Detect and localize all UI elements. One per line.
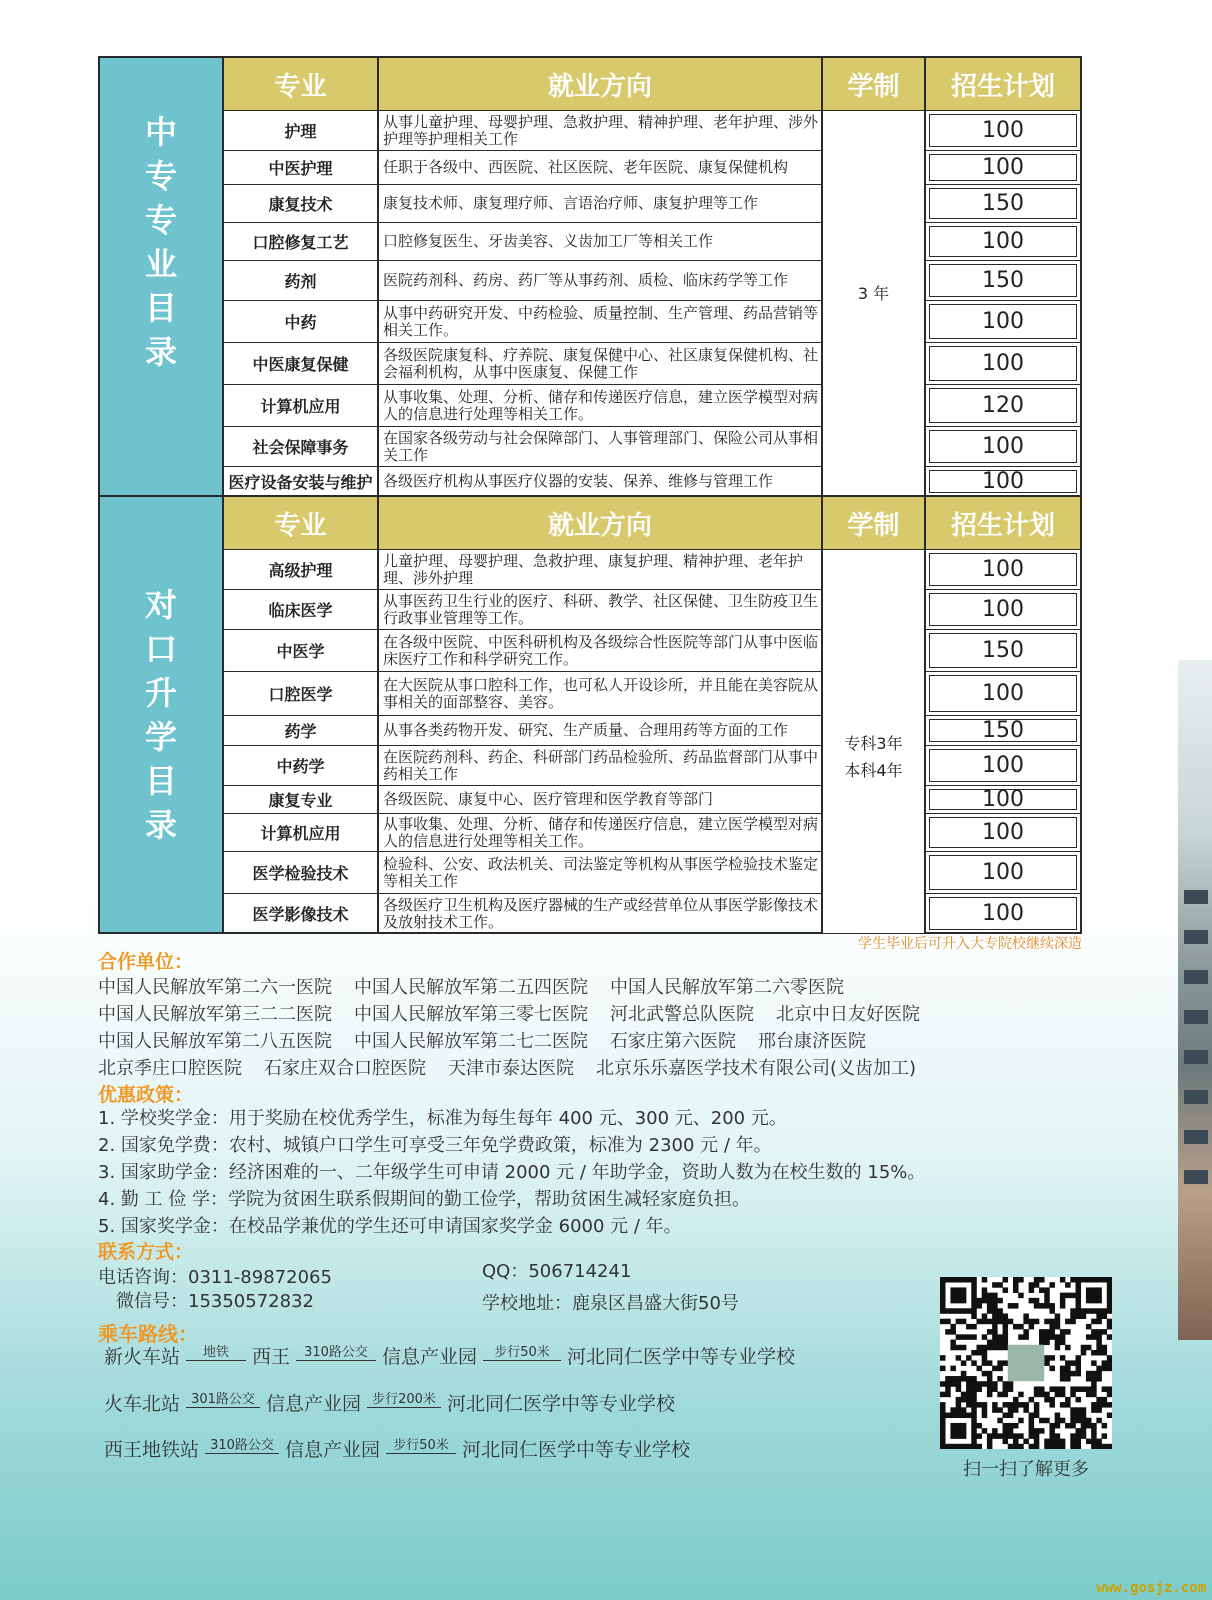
table-header [224, 497, 1080, 549]
policy-item: 3. 国家助学金：经济困难的一、二年级学生可申请 2000 元 / 年助学金，资助人数为在校生数的 15%。 [98, 1162, 926, 1183]
route-arrow [186, 1393, 260, 1409]
enrollment-count: 100 [929, 154, 1077, 181]
policy-item: 2. 国家免学费：农村、城镇户口学生可享受三年免学费政策，标准为 2300 元 / 年。 [98, 1135, 772, 1156]
career-direction: 口腔修复医生、牙齿美容、义齿加工厂等相关工作 [379, 223, 823, 260]
table-row [224, 629, 1080, 671]
enrollment-cell [926, 852, 1080, 893]
career-direction: 从事医药卫生行业的医疗、科研、教学、社区保健、卫生防疫卫生行政事业管理等工作。 [379, 590, 823, 629]
route-arrow [386, 1439, 456, 1455]
route-stop: 信息产业园 [285, 1439, 381, 1461]
career-direction: 从事儿童护理、母婴护理、急救护理、精神护理、老年护理、涉外护理等护理相关工作 [379, 111, 823, 150]
table-row [224, 300, 1080, 342]
partner-name: 中国人民解放军第三零七医院 [354, 1004, 588, 1025]
career-direction: 从事中药研究开发、中药检验、质量控制、生产管理、药品营销等相关工作。 [379, 301, 823, 342]
career-direction: 各级医疗机构从事医疗仪器的安装、保养、维修与管理工作 [379, 467, 823, 496]
route-mode: 步行200米 [372, 1391, 436, 1407]
route-arrow [186, 1346, 246, 1362]
major-name: 口腔医学 [224, 672, 379, 715]
partner-line [98, 1054, 942, 1081]
duration-text: 专科3年 [844, 733, 903, 753]
major-name: 康复专业 [224, 786, 379, 813]
enrollment-cell [926, 894, 1080, 933]
header-duration: 学制 [823, 497, 926, 549]
career-direction: 各级医疗卫生机构及医疗器械的生产或经营单位从事医学影像技术及放射技术工作。 [379, 894, 823, 933]
table-row [224, 426, 1080, 466]
table-row [224, 893, 1080, 933]
table-row [224, 785, 1080, 813]
header-plan: 招生计划 [950, 510, 1055, 541]
route-stop: 新火车站 [104, 1346, 181, 1368]
enrollment-count: 100 [929, 749, 1077, 782]
major-name: 康复技术 [224, 185, 379, 222]
partner-name: 河北武警总队医院 [610, 1004, 754, 1025]
career-direction: 在国家各级劳动与社会保障部门、人事管理部门、保险公司从事相关工作 [379, 427, 823, 466]
major-name: 中药 [224, 301, 379, 342]
enrollment-cell [926, 151, 1080, 184]
duration-cell [823, 110, 926, 496]
section-title-char: 对 [144, 585, 177, 624]
policy-title: 优惠政策： [98, 1084, 194, 1106]
website-watermark: www.gosjz.com [1096, 1580, 1206, 1596]
policy-item: 5. 国家奖学金：在校品学兼优的学生还可申请国家奖学金 6000 元 / 年。 [98, 1216, 682, 1237]
career-direction: 在医院药剂科、药企、科研部门药品检验所、药品监督部门从事中药相关工作 [379, 746, 823, 785]
header-direction: 就业方向 [379, 58, 823, 110]
enrollment-cell [926, 385, 1080, 426]
table-row [224, 222, 1080, 260]
career-direction: 医院药剂科、药房、药厂等从事药剂、质检、临床药学等工作 [379, 261, 823, 300]
section-title-char: 学 [144, 717, 177, 756]
enrollment-count: 100 [929, 226, 1077, 257]
section-title-char: 升 [144, 673, 177, 712]
header-direction: 就业方向 [379, 497, 823, 549]
section-title-char: 目 [144, 288, 177, 327]
policy-item: 1. 学校奖学金：用于奖励在校优秀学生，标准为每生每年 400 元、300 元、200 元。 [98, 1108, 787, 1129]
partner-name: 北京中日友好医院 [776, 1004, 920, 1025]
enrollment-cell [926, 630, 1080, 671]
route-2 [104, 1389, 675, 1416]
table-row [224, 851, 1080, 893]
section-title [100, 497, 224, 932]
table-row [224, 384, 1080, 426]
major-name: 医学影像技术 [224, 894, 379, 933]
partner-line [98, 973, 942, 1000]
major-name: 药学 [224, 716, 379, 745]
route-mode: 310路公交 [304, 1344, 368, 1360]
major-name: 护理 [224, 111, 379, 150]
table-row [224, 715, 1080, 745]
route-arrow [483, 1346, 561, 1362]
section-title-char: 目 [144, 761, 177, 800]
enrollment-cell [926, 786, 1080, 813]
partner-name: 中国人民解放军第二八五医院 [98, 1031, 332, 1052]
route-mode: 步行50米 [393, 1437, 449, 1453]
contact-title: 联系方式： [98, 1241, 194, 1263]
route-stop: 河北同仁医学中等专业学校 [567, 1346, 796, 1368]
table-row [224, 184, 1080, 222]
enrollment-cell [926, 716, 1080, 745]
partner-name: 中国人民解放军第二六一医院 [98, 977, 332, 998]
header-plan: 招生计划 [950, 71, 1055, 102]
major-name: 计算机应用 [224, 385, 379, 426]
career-direction: 在各级中医院、中医科研机构及各级综合性医院等部门从事中医临床医疗工作和科学研究工作。 [379, 630, 823, 671]
contact-section [98, 1237, 898, 1314]
qr-center-logo [1008, 1345, 1044, 1381]
enrollment-cell [926, 550, 1080, 589]
qr-code[interactable] [940, 1277, 1112, 1449]
enrollment-count: 100 [929, 675, 1077, 712]
enrollment-cell [926, 590, 1080, 629]
route-stop: 西王地铁站 [104, 1439, 200, 1461]
enrollment-count: 150 [929, 633, 1077, 668]
policy-section [98, 1080, 925, 1239]
partner-line [98, 1027, 942, 1054]
major-table [98, 56, 1082, 934]
major-name: 口腔修复工艺 [224, 223, 379, 260]
major-name: 计算机应用 [224, 814, 379, 851]
enrollment-count: 100 [929, 470, 1077, 493]
enrollment-cell [926, 746, 1080, 785]
section-title-char: 录 [144, 332, 177, 371]
enrollment-count: 120 [929, 388, 1077, 423]
table-row [224, 671, 1080, 715]
partner-name: 天津市泰达医院 [448, 1058, 574, 1079]
partner-line [98, 1000, 942, 1027]
section-title-char: 录 [144, 805, 177, 844]
route-arrow [296, 1346, 376, 1362]
table-header [224, 58, 1080, 110]
partner-name: 北京乐乐嘉医学技术有限公司(义齿加工) [596, 1058, 917, 1079]
enrollment-cell [926, 261, 1080, 300]
enrollment-count: 150 [929, 719, 1077, 742]
section-title-char: 业 [144, 244, 177, 283]
partners-section [98, 951, 942, 1081]
enrollment-count: 100 [929, 346, 1077, 381]
enrollment-count: 150 [929, 264, 1077, 297]
enrollment-count: 100 [929, 817, 1077, 848]
career-direction: 各级医院、康复中心、医疗管理和医学教育等部门 [379, 786, 823, 813]
enrollment-count: 100 [929, 553, 1077, 586]
enrollment-count: 100 [929, 789, 1077, 810]
header-major: 专业 [224, 58, 379, 110]
route-stop: 河北同仁医学中等专业学校 [447, 1393, 676, 1415]
routes-title: 乘车路线： [98, 1322, 198, 1346]
table-row [224, 260, 1080, 300]
enrollment-count: 100 [929, 430, 1077, 463]
major-name: 中医学 [224, 630, 379, 671]
partner-name: 石家庄第六医院 [610, 1031, 736, 1052]
career-direction: 从事收集、处理、分析、储存和传递医疗信息，建立医学模型对病人的信息进行处理等相关工作。 [379, 814, 823, 851]
route-stop: 信息产业园 [382, 1346, 478, 1368]
table-row [224, 813, 1080, 851]
section-college [100, 497, 1080, 932]
route-mode: 310路公交 [210, 1437, 274, 1453]
header-duration: 学制 [823, 58, 926, 110]
career-direction: 在大医院从事口腔科工作，也可私人开设诊所，并且能在美容院从事相关的面部整容、美容。 [379, 672, 823, 715]
enrollment-count: 100 [929, 897, 1077, 930]
major-name: 医学检验技术 [224, 852, 379, 893]
career-direction: 任职于各级中、西医院、社区医院、老年医院、康复保健机构 [379, 151, 823, 184]
career-direction: 从事各类药物开发、研究、生产质量、合理用药等方面的工作 [379, 716, 823, 745]
address-text: 学校地址：鹿泉区昌盛大街50号 [482, 1293, 739, 1314]
table-row [224, 150, 1080, 184]
policy-item: 4. 勤 工 俭 学：学院为贫困生联系假期间的勤工俭学，帮助贫困生减轻家庭负担。 [98, 1189, 751, 1210]
enrollment-count: 100 [929, 304, 1077, 339]
building-photo [1178, 660, 1212, 1340]
enrollment-cell [926, 111, 1080, 150]
major-name: 中医康复保健 [224, 343, 379, 384]
section-title [100, 58, 224, 495]
career-direction: 各级医院康复科、疗养院、康复保健中心、社区康复保健机构、社会福利机构，从事中医康复、保健工作 [379, 343, 823, 384]
duration-text: 3 年 [857, 284, 890, 303]
partners-title: 合作单位： [98, 951, 194, 973]
table-row [224, 342, 1080, 384]
enrollment-cell [926, 185, 1080, 222]
career-direction: 从事收集、处理、分析、储存和传递医疗信息，建立医学模型对病人的信息进行处理等相关工作。 [379, 385, 823, 426]
table-row [224, 549, 1080, 589]
route-arrow [205, 1439, 279, 1455]
partner-name: 中国人民解放军第二六零医院 [610, 977, 844, 998]
route-mode: 步行50米 [494, 1344, 550, 1360]
enrollment-cell [926, 427, 1080, 466]
route-mode: 301路公交 [191, 1391, 255, 1407]
route-mode: 地铁 [203, 1344, 230, 1360]
route-1 [104, 1342, 795, 1369]
major-name: 中药学 [224, 746, 379, 785]
route-stop: 西王 [252, 1346, 291, 1368]
route-stop: 信息产业园 [266, 1393, 362, 1415]
major-name: 药剂 [224, 261, 379, 300]
major-name: 社会保障事务 [224, 427, 379, 466]
route-arrow [367, 1393, 441, 1409]
partner-name: 邢台康济医院 [758, 1031, 866, 1052]
enrollment-cell [926, 223, 1080, 260]
route-3 [104, 1435, 690, 1462]
wechat-text: 微信号：15350572832 [116, 1291, 314, 1312]
enrollment-cell [926, 672, 1080, 715]
table-row [224, 589, 1080, 629]
career-direction: 检验科、公安、政法机关、司法鉴定等机构从事医学检验技术鉴定等相关工作 [379, 852, 823, 893]
career-direction: 儿童护理、母婴护理、急救护理、康复护理、精神护理、老年护理、涉外护理 [379, 550, 823, 589]
section-title-char: 专 [144, 200, 177, 239]
enrollment-cell [926, 467, 1080, 496]
partner-name: 中国人民解放军第三二二医院 [98, 1004, 332, 1025]
section-title-char: 专 [144, 156, 177, 195]
major-name: 医疗设备安装与维护 [224, 467, 379, 496]
enrollment-cell [926, 814, 1080, 851]
partner-name: 北京季庄口腔医院 [98, 1058, 242, 1079]
enrollment-cell [926, 343, 1080, 384]
major-name: 高级护理 [224, 550, 379, 589]
route-stop: 河北同仁医学中等专业学校 [462, 1439, 691, 1461]
continue-study-note: 学生毕业后可升入大专院校继续深造 [858, 936, 1082, 952]
table-row [224, 110, 1080, 150]
career-direction: 康复技术师、康复理疗师、言语治疗师、康复护理等工作 [379, 185, 823, 222]
enrollment-count: 150 [929, 188, 1077, 219]
header-major: 专业 [224, 497, 379, 549]
phone-text: 电话咨询：0311-89872065 [98, 1267, 332, 1288]
duration-text: 本科4年 [844, 760, 903, 780]
enrollment-cell [926, 301, 1080, 342]
partner-name: 中国人民解放军第二七二医院 [354, 1031, 588, 1052]
enrollment-count: 100 [929, 855, 1077, 890]
enrollment-count: 100 [929, 593, 1077, 626]
qr-caption: 扫一扫了解更多 [963, 1459, 1089, 1480]
duration-cell [823, 549, 926, 933]
route-stop: 火车北站 [104, 1393, 181, 1415]
table-row [224, 745, 1080, 785]
major-name: 临床医学 [224, 590, 379, 629]
section-title-char: 口 [144, 629, 177, 668]
partner-name: 中国人民解放军第二五四医院 [354, 977, 588, 998]
enrollment-count: 100 [929, 114, 1077, 147]
qq-text: QQ：506714241 [482, 1261, 632, 1282]
table-row [224, 466, 1080, 496]
section-title-char: 中 [144, 112, 177, 151]
partner-name: 石家庄双合口腔医院 [264, 1058, 426, 1079]
section-secondary [100, 58, 1080, 495]
major-name: 中医护理 [224, 151, 379, 184]
